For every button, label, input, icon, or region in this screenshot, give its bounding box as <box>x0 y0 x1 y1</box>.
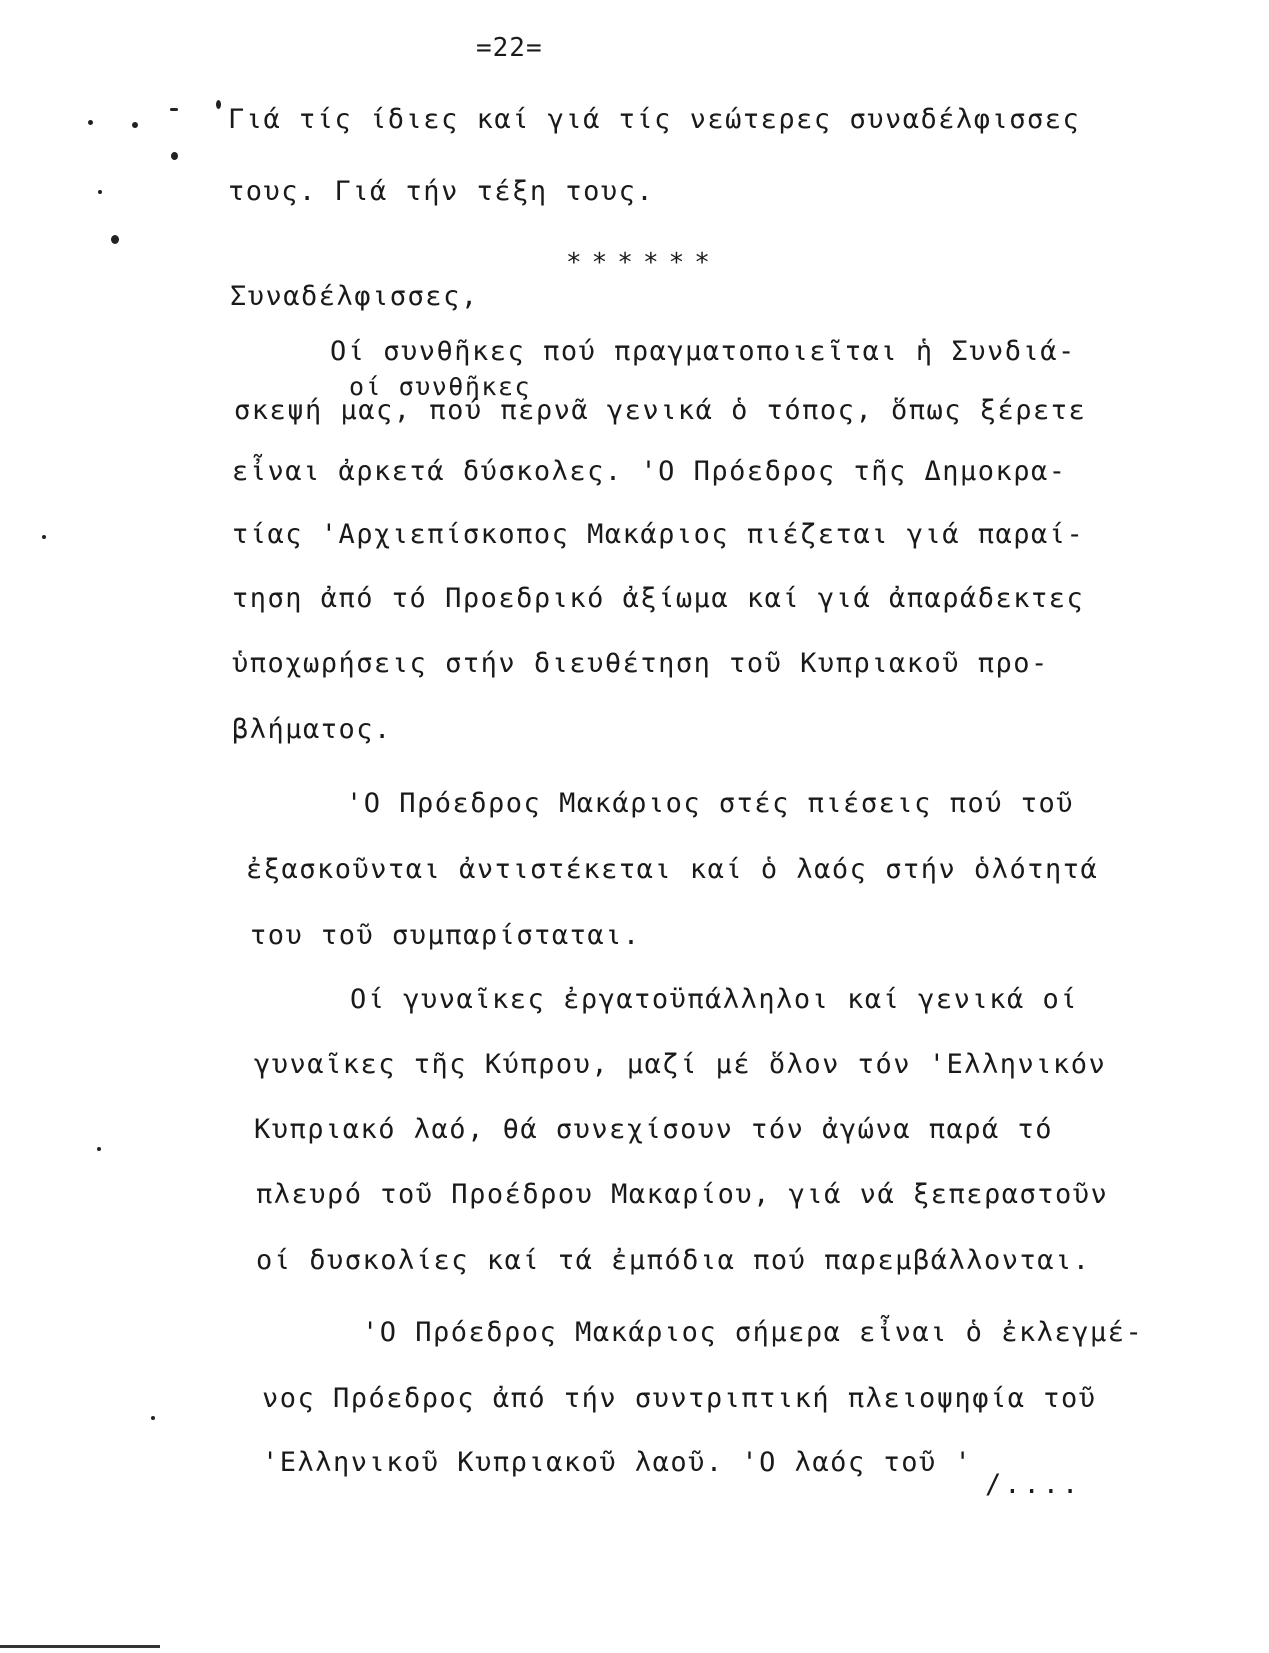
opening-line-2: τους. Γιά τήν τέξη τους. <box>228 176 655 207</box>
margin-speck <box>97 1147 101 1151</box>
body-line-1: Οί συνθῆκες πού πραγματοποιεῖται ἡ Συνδιά- <box>330 336 1076 367</box>
margin-speck <box>88 120 93 125</box>
body-line-16: 'Ο Πρόεδρος Μακάριος σήμερα εἶναι ὁ ἐκλεγμέ- <box>362 1317 1144 1348</box>
body-line-9: ἐξασκοῦνται ἀντιστέκεται καί ὁ λαός στήν ὁλότητά <box>246 854 1099 885</box>
section-separator: ****** <box>566 248 720 278</box>
body-line-17: νος Πρόεδρος ἀπό τήν συντριπτική πλειοψηφία τοῦ <box>262 1383 1097 1414</box>
margin-speck <box>151 1416 155 1420</box>
body-line-8: 'Ο Πρόεδρος Μακάριος στές πιέσεις πού τοῦ <box>346 788 1074 819</box>
page-number: =22= <box>476 33 543 63</box>
margin-speck <box>42 535 46 539</box>
margin-speck <box>132 122 138 128</box>
body-line-12: γυναῖκες τῆς Κύπρου, μαζί μέ ὅλον τόν 'Ελληνικόν <box>254 1049 1107 1080</box>
body-line-5: τηση ἀπό τό Προεδρικό ἀξίωμα καί γιά ἀπαράδεκτες <box>232 583 1085 614</box>
scan-edge-line <box>0 1645 160 1648</box>
margin-speck <box>170 108 178 111</box>
continuation-mark: /.... <box>985 1469 1082 1500</box>
body-line-3: εἶναι ἀρκετά δύσκολες. 'Ο Πρόεδρος τῆς Δημοκρα- <box>232 456 1067 487</box>
opening-line-1: Γιά τίς ίδιες καί γιά τίς νεώτερες συναδέλφισσες <box>228 104 1081 135</box>
margin-speck <box>111 235 119 244</box>
body-line-6: ὑποχωρήσεις στήν διευθέτηση τοῦ Κυπριακοῦ προ- <box>232 648 1049 679</box>
body-line-14: πλευρό τοῦ Προέδρου Μακαρίου, γιά νά ξεπεραστοῦν <box>256 1179 1109 1210</box>
body-line-2: σκεψή μας, πού περνᾶ γενικά ὁ τόπος, ὅπως ξέρετε <box>234 395 1087 426</box>
body-line-15: οί δυσκολίες καί τά ἐμπόδια πού παρεμβάλλονται. <box>256 1245 1091 1276</box>
body-line-10: του τοῦ συμπαρίσταται. <box>250 920 641 951</box>
margin-speck <box>216 100 221 109</box>
body-line-7: βλήματος. <box>232 714 392 745</box>
margin-speck <box>171 152 178 160</box>
body-line-11: Οί γυναῖκες ἐργατοϋπάλληλοι καί γενικά οί <box>350 984 1078 1015</box>
body-line-4: τίας 'Αρχιεπίσκοπος Μακάριος πιέζεται γιά παραί- <box>232 519 1085 550</box>
salutation: Συναδέλφισσες, <box>230 281 479 312</box>
margin-speck <box>98 190 102 194</box>
body-line-18: 'Ελληνικοῦ Κυπριακοῦ λαοῦ. 'Ο λαός τοῦ ' <box>262 1447 973 1478</box>
body-line-13: Κυπριακό λαό, θά συνεχίσουν τόν ἀγώνα παρά τό <box>254 1114 1053 1145</box>
interlinear-correction: οί συνθῆκες <box>349 372 532 401</box>
